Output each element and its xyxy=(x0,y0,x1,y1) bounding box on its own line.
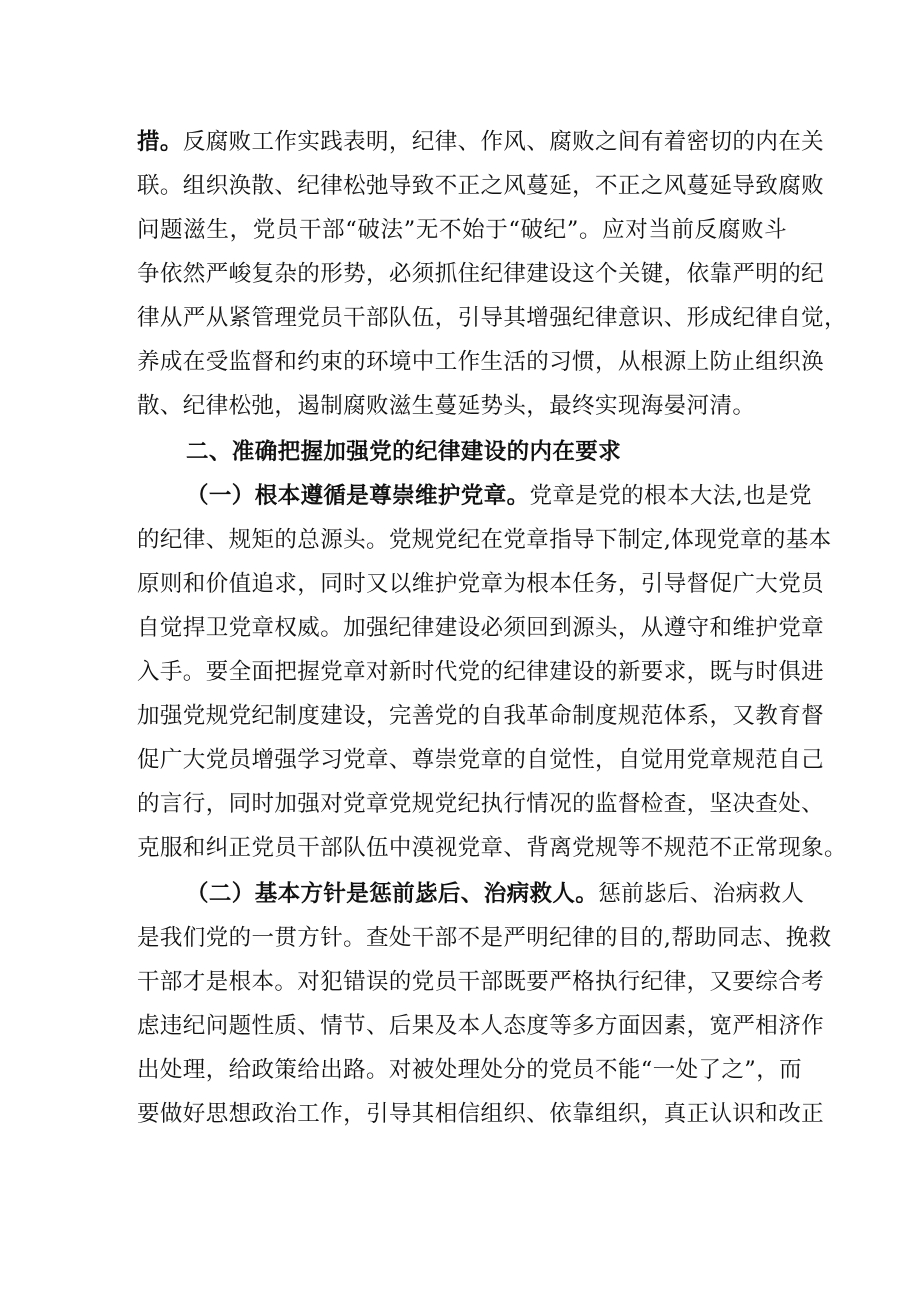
paragraph-2-line-1 xyxy=(186,476,812,516)
line-text: 惩前毖后、治病救人 xyxy=(598,881,805,907)
paragraph-1-line-7: 散、纪律松弛，遏制腐败滋生蔓延势头，最终实现海晏河清。 xyxy=(137,393,756,419)
paragraph-3-line-1 xyxy=(186,874,805,914)
line-text: 反腐败工作实践表明，纪律、作风、腐败之间有着密切的内在关 xyxy=(182,129,825,155)
paragraph-1-line-5: 律从严从紧管理党员干部队伍，引导其增强纪律意识、形成纪律自觉， xyxy=(137,305,847,331)
paragraph-2-line-2: 的纪律、规矩的总源头。党规党纪在党章指导下制定,体现党章的基本 xyxy=(137,527,832,553)
paragraph-2-line-6: 加强党规党纪制度建设，完善党的自我革命制度规范体系，又教育督 xyxy=(137,703,825,729)
paragraph-3-line-4: 虑违纪问题性质、情节、后果及本人态度等多方面因素，宽严相济作 xyxy=(137,1013,825,1039)
paragraph-2-line-9: 克服和纠正党员干部队伍中漠视党章、背离党规等不规范不正常现象。 xyxy=(137,835,847,861)
bold-lead: 措。 xyxy=(137,129,183,155)
paragraph-2-line-8: 的言行，同时加强对党章党规党纪执行情况的监督检查，坚决查处、 xyxy=(137,791,825,817)
paragraph-2-line-5: 入手。要全面把握党章对新时代党的纪律建设的新要求，既与时俱进 xyxy=(137,659,825,685)
subheading-1: （一）根本遵循是尊崇维护党章。 xyxy=(186,483,530,509)
paragraph-3-line-2: 是我们党的一贯方针。查处干部不是严明纪律的目的,帮助同志、挽救 xyxy=(137,925,832,951)
paragraph-1-line-4: 争依然严峻复杂的形势，必须抓住纪律建设这个关键，依靠严明的纪 xyxy=(137,261,825,287)
paragraph-1-line-3: 问题滋生，党员干部“破法”无不始于“破纪”。应对当前反腐败斗 xyxy=(137,217,787,243)
paragraph-2-line-4: 自觉捍卫党章权威。加强纪律建设必须回到源头，从遵守和维护党章 xyxy=(137,615,825,641)
paragraph-1-line-2: 联。组织涣散、纪律松弛导致不正之风蔓延，不正之风蔓延导致腐败 xyxy=(137,173,825,199)
paragraph-3-line-3: 干部才是根本。对犯错误的党员干部既要严格执行纪律，又要综合考 xyxy=(137,969,825,995)
paragraph-1-line-1 xyxy=(137,122,825,162)
paragraph-1-line-6: 养成在受监督和约束的环境中工作生活的习惯，从根源上防止组织涣 xyxy=(137,349,825,375)
paragraph-2-line-7: 促广大党员增强学习党章、尊崇党章的自觉性，自觉用党章规范自己 xyxy=(137,747,825,773)
paragraph-3-line-5: 出处理，给政策给出路。对被处理处分的党员不能“一处了之”，而 xyxy=(137,1057,803,1083)
paragraph-2-line-3: 原则和价值追求，同时又以维护党章为根本任务，引导督促广大党员 xyxy=(137,571,825,597)
paragraph-3-line-6: 要做好思想政治工作，引导其相信组织、依靠组织，真正认识和改正 xyxy=(137,1101,825,1127)
section-heading: 二、准确把握加强党的纪律建设的内在要求 xyxy=(186,439,622,465)
subheading-2: （二）基本方针是惩前毖后、治病救人。 xyxy=(186,881,599,907)
line-text: 党章是党的根本大法,也是党 xyxy=(529,483,812,509)
